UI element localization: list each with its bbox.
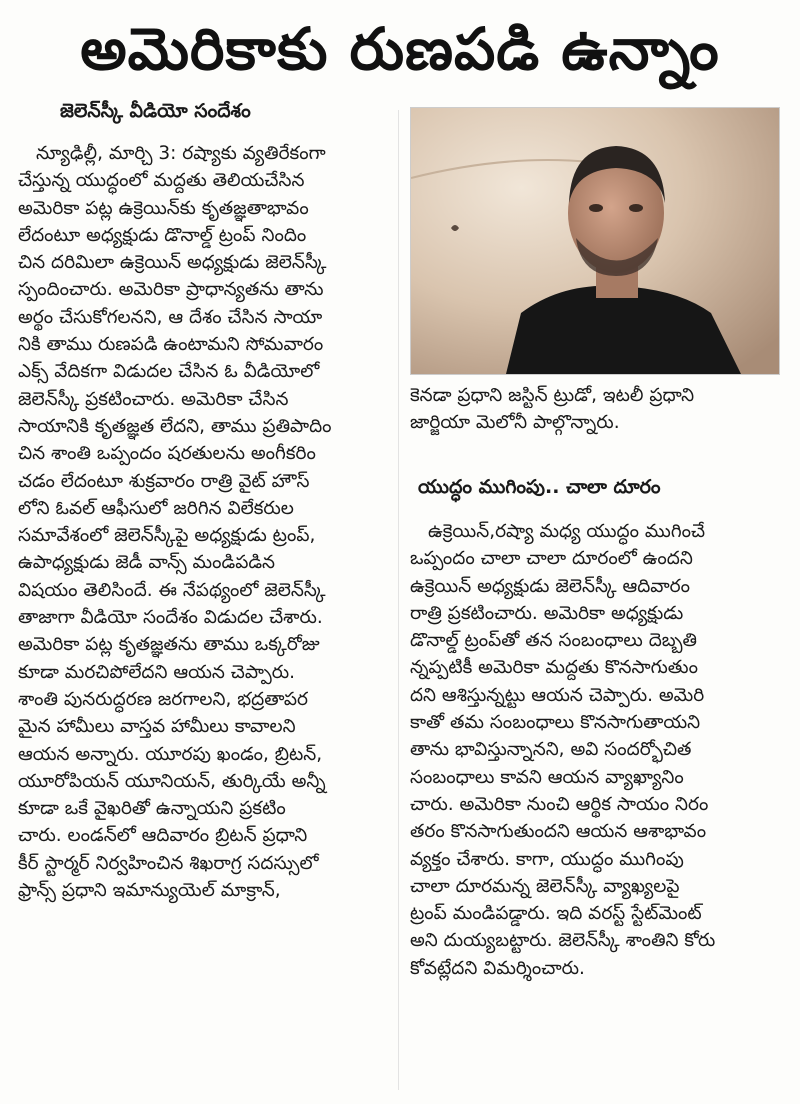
body-line: విషయం తెలిసిందే. ఈ నేపథ్యంలో జెలెన్‌స్కీ bbox=[18, 579, 326, 601]
column-divider bbox=[398, 110, 399, 1090]
body-line: జార్జియా మెలోనీ పాల్గొన్నారు. bbox=[410, 412, 620, 434]
body-line: కాతో తమ సంబంధాలు కొనసాగుతాయని bbox=[410, 712, 701, 734]
portrait-illustration bbox=[411, 108, 779, 374]
body-line: మైన హామీలు వాస్తవ హామీలు కావాలని bbox=[18, 716, 296, 738]
body-line: అని దుయ్యబట్టారు. జెలెన్‌స్కీ శాంతిని కోరు bbox=[410, 930, 716, 952]
body-line: అమెరికా పట్ల ఉక్రెయిన్‌కు కృతజ్ఞతాభావం bbox=[18, 197, 309, 219]
body-line: లోని ఓవల్ ఆఫీసులో జరిగిన విలేకరుల bbox=[18, 497, 294, 519]
body-line: నికి తాము రుణపడి ఉంటామని సోమవారం bbox=[18, 334, 324, 356]
body-line: దని ఆశిస్తున్నట్టు ఆయన చెప్పారు. అమెరి bbox=[410, 684, 705, 706]
body-line: తాజాగా వీడియో సందేశం విడుదల చేశారు. bbox=[18, 607, 323, 629]
body-line: డొనాల్డ్ ట్రంప్‌తో తన సంబంధాలు దెబ్బతి bbox=[410, 630, 697, 652]
body-line: చాలా దూరమన్న జెలెన్‌స్కీ వ్యాఖ్యలపై bbox=[410, 875, 680, 897]
body-line: అర్థం చేసుకోగలనని, ఆ దేశం చేసిన సాయా bbox=[18, 306, 323, 328]
body-line: ఉపాధ్యక్షుడు జెడీ వాన్స్ మండిపడిన bbox=[18, 552, 276, 574]
body-line: తరం కొనసాగుతుందని ఆయన ఆశాభావం bbox=[410, 821, 707, 843]
body-line: చేస్తున్న యుద్ధంలో మద్దతు తెలియచేసిన bbox=[18, 170, 305, 192]
body-line: జెలెన్‌స్కీ ప్రకటించారు. అమెరికా చేసిన bbox=[18, 388, 289, 410]
news-photo bbox=[410, 107, 780, 375]
body-line: అమెరికా పట్ల కృతజ్ఞతను తాము ఒక్కరోజు bbox=[18, 634, 320, 656]
body-line: కూడా ఒకే వైఖరితో ఉన్నాయని ప్రకటిం bbox=[18, 798, 286, 820]
body-line: ఫ్రాన్స్ ప్రధాని ఇమాన్యుయెల్ మాక్రాన్, bbox=[18, 880, 281, 902]
body-line: కోవట్లేదని విమర్శించారు. bbox=[410, 957, 585, 979]
body-line: కీర్ స్టార్మర్ నిర్వహించిన శిఖరాగ్ర సదస్సులో bbox=[18, 852, 319, 874]
body-line: న్యూఢిల్లీ, మార్చి 3: రష్యాకు వ్యతిరేకంగా bbox=[36, 143, 326, 164]
right-subheadline: యుద్ధం ముగింపు.. చాలా దూరం bbox=[418, 476, 661, 498]
body-line: ఆయన అన్నారు. యూరపు ఖండం, బ్రిటన్, bbox=[18, 743, 323, 765]
headline: అమెరికాకు రుణపడి ఉన్నాం bbox=[80, 15, 720, 83]
body-line: చారు. అమెరికా నుంచి ఆర్థిక సాయం నిరం bbox=[410, 793, 709, 815]
body-line: సంబంధాలు కావని ఆయన వ్యాఖ్యానిం bbox=[410, 766, 684, 788]
body-line: శాంతి పునరుద్ధరణ జరగాలని, భద్రతాపర bbox=[18, 688, 308, 710]
body-line: స్పందించారు. అమెరికా ప్రాధాన్యతను తాను bbox=[18, 279, 324, 301]
body-line: కెనడా ప్రధాని జస్టిన్ ట్రుడో, ఇటలీ ప్రధాని bbox=[410, 385, 695, 406]
body-line: చిన శాంతి ఒప్పందం షరతులను అంగీకరిం bbox=[18, 443, 316, 465]
body-line: ట్రంప్ మండిపడ్డారు. ఇది వరస్ట్ స్టేట్‌మెంట్ bbox=[410, 903, 702, 925]
body-line: చడం లేదంటూ శుక్రవారం రాత్రి వైట్ హౌస్ bbox=[18, 470, 310, 492]
body-line: న్నప్పటికీ అమెరికా మద్దతు కొనసాగుతుం bbox=[410, 657, 698, 679]
body-line: చిన దరిమిలా ఉక్రెయిన్ అధ్యక్షుడు జెలెన్‌స్కీ bbox=[18, 252, 327, 274]
body-line: ఎక్స్ వేదికగా విడుదల చేసిన ఓ వీడియోలో bbox=[18, 361, 320, 383]
left-column bbox=[18, 140, 388, 904]
body-line: ఉక్రెయిన్ అధ్యక్షుడు జెలెన్‌స్కీ ఆదివారం bbox=[410, 575, 691, 597]
body-line: సమావేశంలో జెలెన్‌స్కీపై అధ్యక్షుడు ట్రంప్, bbox=[18, 525, 316, 547]
body-line: ఒప్పందం చాలా చాలా దూరంలో ఉందని bbox=[410, 548, 693, 570]
body-line: ఉక్రెయిన్,రష్యా మధ్య యుద్ధం ముగించే bbox=[428, 521, 706, 542]
body-line: కూడా మరచిపోలేదని ఆయన చెప్పారు. bbox=[18, 661, 296, 683]
body-line: వ్యక్తం చేశారు. కాగా, యుద్ధం ముగింపు bbox=[410, 848, 684, 870]
body-line: రాత్రి ప్రకటించారు. అమెరికా అధ్యక్షుడు bbox=[410, 602, 684, 624]
body-line: సాయానికి కృతజ్ఞత లేదని, తాము ప్రతిపాదిం bbox=[18, 415, 332, 437]
body-line: చారు. లండన్‌లో ఆదివారం బ్రిటన్ ప్రధాని bbox=[18, 825, 308, 847]
right-column bbox=[410, 518, 782, 982]
right-column-top bbox=[410, 382, 782, 437]
body-line: లేదంటూ అధ్యక్షుడు డొనాల్డ్ ట్రంప్ నిందిం bbox=[18, 224, 307, 246]
body-line: యూరోపియన్ యూనియన్, తుర్కియే అన్నీ bbox=[18, 770, 326, 792]
subheadline: జెలెన్‌స్కీ వీడియో సందేశం bbox=[60, 100, 251, 122]
body-line: తాను భావిస్తున్నానని, అవి సందర్భోచిత bbox=[410, 739, 692, 761]
